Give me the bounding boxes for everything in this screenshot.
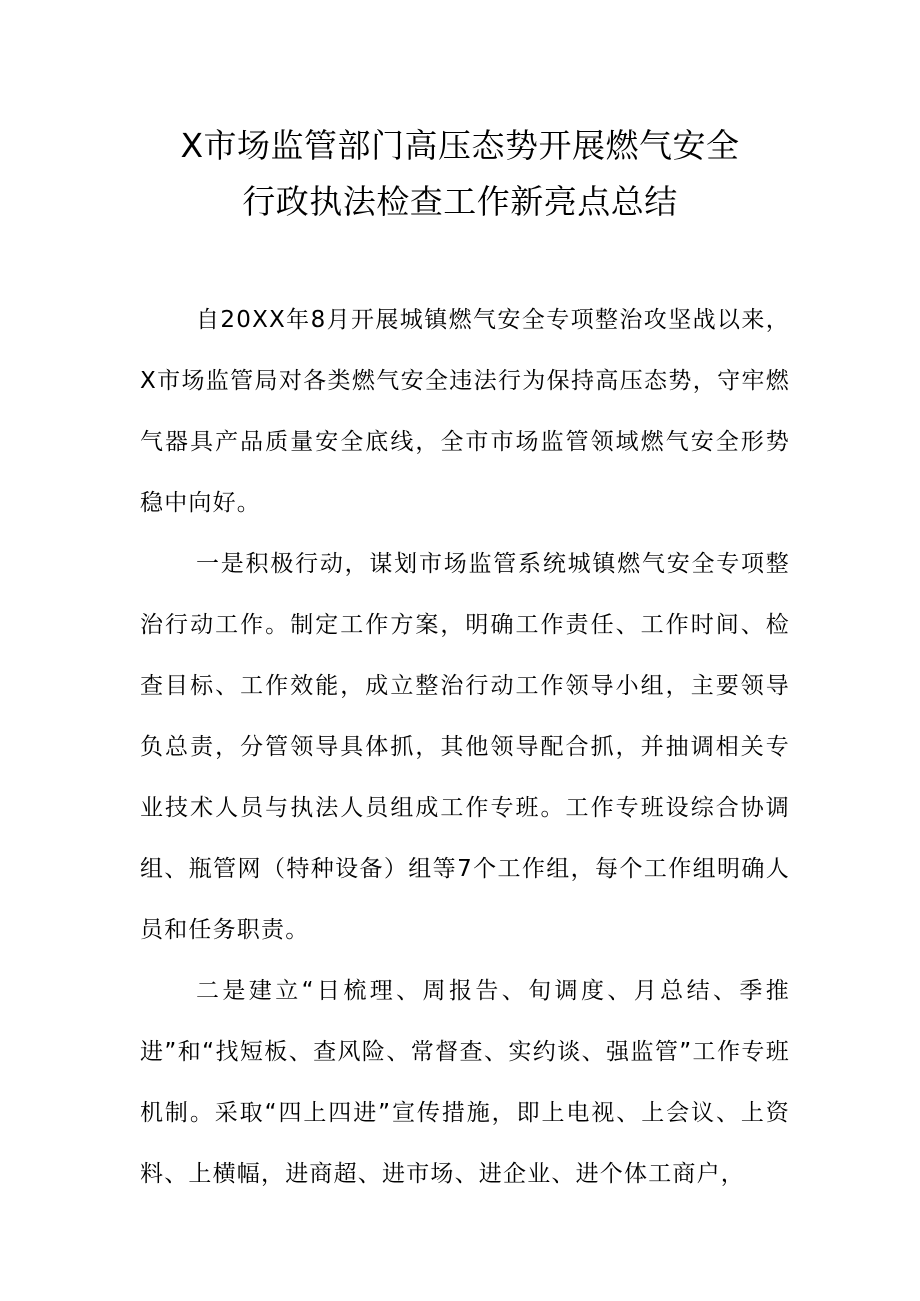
title-line-1: X市场监管部门高压态势开展燃气安全 xyxy=(180,126,740,165)
title-line-2: 行政执法检查工作新亮点总结 xyxy=(242,182,678,221)
paragraph-intro: 自20XX年8月开展城镇燃气安全专项整治攻坚战以来，X市场监管局对各类燃气安全违法行为保持高压态势，守牢燃气器具产品质量安全底线，全市市场监管领域燃气安全形势稳中向好。 xyxy=(140,307,790,516)
paragraph-point-2: 二是建立“日梳理、周报告、旬调度、月总结、季推进”和“找短板、查风险、常督查、实约谈、强监管”工作专班机制。采取“四上四进”宣传措施，即上电视、上会议、上资料、上横幅，进商超、进市场、进企业、进个体工商户， xyxy=(140,978,790,1187)
paragraph-point-1: 一是积极行动，谋划市场监管系统城镇燃气安全专项整治行动工作。制定工作方案，明确工作责任、工作时间、检查目标、工作效能，成立整治行动工作领导小组，主要领导负总责，分管领导具体抓，其他领导配合抓，并抽调相关专业技术人员与执法人员组成工作专班。工作专班设综合协调组、瓶管网（特种设备）组等7个工作组，每个工作组明确人员和任务职责。 xyxy=(140,551,790,943)
document-body xyxy=(140,290,790,1205)
document-title xyxy=(100,118,820,230)
